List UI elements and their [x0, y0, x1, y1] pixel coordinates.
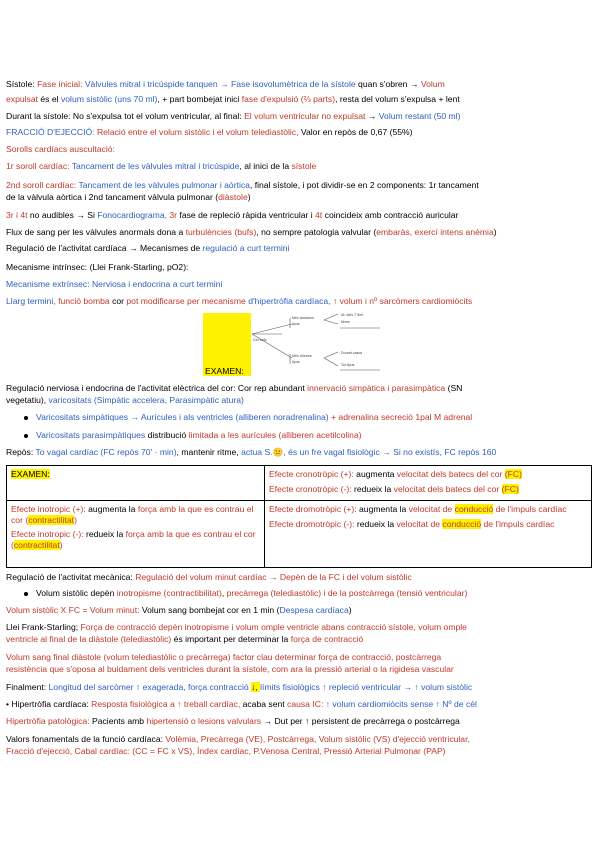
line-valors-cont: Fracció d'ejecció, Cabal cardíac: (CC = FC x VS), Índex cardíac, P.Venosa Central, Pressió Arterial Pulmonar (PAP) — [6, 746, 446, 756]
line-regulacio-mecanica: Regulació de l'activitat mecànica: Regulació del volum minut cardíac → Depèn de la FC i del volum sistòlic — [6, 572, 412, 582]
line-regulacio-nerviosa: Regulació nerviosa i endocrina de l'activitat elèctrica del cor: Cor rep abundant innervació simpàtica i parasimpàtica (SN — [6, 383, 463, 393]
diagram-label: Durant casos — [341, 351, 363, 355]
exam-label: EXAMEN: — [205, 366, 244, 376]
diagram-branch-line — [324, 314, 338, 320]
line-frank-starling: Llei Frank-Starling; Força de contracció depèn inotropisme i volum omple ventricle abans contracció sístole, volum omple — [6, 622, 467, 632]
diagram-branch-line — [324, 352, 338, 358]
bullet-dot — [24, 434, 28, 438]
line-finalment: Finalment: Longitud del sarcòmer ↑ exagerada, força contracció ↓, límits fisiològics ↑ repleció ventricular → ↑ volum sistòlic — [6, 682, 473, 692]
line-fraccio-ejeccio: FRACCIÓ D'EJECCIÓ: Relació entre el volum sistòlic i el volum telediastòlic, Valor en repòs de 0,67 (55%) — [6, 127, 413, 137]
line-vegetatiu: vegetatiu), varicositats (Simpàtic accelera, Parasimpàtic atura) — [6, 395, 244, 405]
table-cell-dromotropic: Efecte dromotròpic (+): augmenta la velocitat de conducció de l'impuls cardíac Efecte dromotròpic (-): redueix la velocitat de conducció de l'impuls cardíac — [265, 501, 592, 568]
diagram-label: IA: dels 7·5ml — [341, 313, 363, 317]
bullet-parasimpatiques: Varicositats parasimpàtiques distribució limitada a les aurícules (alliberen acetilcolina) — [24, 430, 584, 441]
diagram-label: fibres — [341, 320, 350, 324]
table-cell-header: EXAMEN: — [7, 466, 265, 501]
line-mecanisme-extrinsec: Mecanisme extrínsec: Nerviosa i endocrina a curt termini — [6, 279, 223, 289]
bullet-simpatiques: Varicositats simpàtiques → Aurícules i als ventricles (alliberen noradrenalina) + adrenalina secreció 1pal M adrenal — [24, 412, 584, 423]
exam-table — [6, 465, 592, 568]
line-durant-sistole: Durant la sístole: No s'expulsa tot el volum ventricular, al final: El volum ventricular no expulsat → Volum restant (50 ml) — [6, 111, 461, 121]
diagram-branch-line — [324, 358, 338, 366]
diagram-branch-line — [324, 320, 338, 324]
diagram-branch-line — [252, 324, 292, 334]
line-flux-sang: Flux de sang per les vàlvules anormals dona a turbulències (bufs), no sempre patologia valvular (embaràs, exercí intens anèmia) — [6, 227, 497, 237]
diagram-label: Tot tipus — [341, 363, 355, 367]
bullet-dot — [24, 592, 28, 596]
line-frank-starling-cont: ventricle al final de la diàstole (telediastòlic) és important per determinar la força de contracció — [6, 634, 364, 644]
line-hipertrofia-patologica: Hipertròfia patològica: Pacients amb hipertensió o lesions valvulars → Dut per ↑ persistent de precàrrega o postcàrrega — [6, 716, 460, 726]
table-row — [7, 501, 592, 568]
diagram-label: tipus — [292, 322, 300, 326]
nervous-diagram — [252, 306, 382, 376]
table-row — [7, 466, 592, 501]
diagram-label: Glò·bals — [253, 338, 267, 342]
line-regulacio-cardiaca: Regulació de l'activitat cardíaca → Mecanismes de regulació a curt termini — [6, 243, 290, 253]
table-cell-inotropic: Efecte inotropic (+): augmenta la força amb la que es contrau el cor (contractilitat) Efecte inotropic (-): redueix la força amb la que es contrau el cor (contractilitat) — [7, 501, 265, 568]
line-1r-soroll: 1r soroll cardíac: Tancament de les vàlvules mitral i tricúspide, al inici de la sístole — [6, 161, 317, 171]
bullet-volum-sistolic: Volum sistòlic depèn inotropisme (contractibilitat), precàrrega (telediastòlic) i de la postcàrrega (tensió ventricular) — [24, 588, 584, 599]
line-sistole: Sístole: Fase inicial: Vàlvules mitral i tricúspide tanquen → Fase isovolumètrica de la sístole quan s'obren → Volum — [6, 79, 445, 89]
line-volum-final-diastole: Volum sang final diàstole (volum telediastòlic o precàrrega) factor clau determinar força de contracció, postcàrrega — [6, 652, 442, 662]
line-sorolls-heading: Sorolls cardíacs auscultació: — [6, 144, 115, 154]
line-repos: Repòs: To vagal cardíac (FC repòs 70' · min), mantenir ritme, actua S.😕, és un fre vagal fisiològic → Si no existís, FC repòs 160 — [6, 447, 497, 457]
line-3r-4t: 3r i 4t no audibles → Si Fonocardiograma, 3r fase de repleció ràpida ventricular i 4t coincideix amb contracció auricular — [6, 210, 459, 220]
line-resistencia: resistència que s'oposa al buidament dels ventricles durant la sístole, com ara la pressió arterial o la rigidesa vascular — [6, 664, 454, 674]
line-hipertrofia-cardiaca: • Hipertròfia cardíaca: Resposta fisiològica a ↑ treball cardíac, acaba sent causa IC: ↑ volum cardiomiòcits sense ↑ Nº de cèl — [6, 699, 477, 709]
line-volum-expulsat: expulsat és el volum sistòlic (uns 70 ml), + part bombejat inici fase d'expulsió (⅔ parts), resta del volum s'expulsa + lent — [6, 94, 460, 104]
table-cell-cronotropic: Efecte cronotròpic (+): augmenta velocitat dels batecs del cor (FC) Efecte cronotròpic (-): redueix la velocitat dels batecs del cor (FC) — [265, 466, 592, 501]
diagram-label: tipus — [292, 360, 300, 364]
diagram-label: Més diürnes — [292, 354, 312, 358]
line-2nd-soroll: 2nd soroll cardíac: Tancament de les vàlvules pulmonar i aòrtica, final sístole, i pot dividir-se en 2 components: 1r tancament — [6, 180, 479, 190]
line-volum-minut: Volum sistòlic X FC = Volum minut: Volum sang bombejat cor en 1 min (Despesa cardíaca) — [6, 605, 352, 615]
diagram-label: Més tardanes — [292, 316, 314, 320]
line-llarg-termini: Llarg termini, funció bomba cor pot modificarse per mecanisme d'hipertròfia cardíaca, ↑ volum i nº sarcòmers cardiomiòcits — [6, 296, 473, 306]
line-valors-fonamentals: Valors fonamentals de la funció cardíaca: Volèmia, Precàrrega (VE), Postcàrrega, Volum sistòlic (VS) d'ejecció ventricular, — [6, 734, 470, 744]
line-2nd-soroll-cont: de la vàlvula aòrtica i 2nd tancament vàlvula pulmonar (diàstole) — [6, 192, 251, 202]
line-mecanisme-intrinsec: Mecanisme intrínsec: (Llei Frank-Starling, pO2): — [6, 262, 189, 272]
bullet-dot — [24, 416, 28, 420]
